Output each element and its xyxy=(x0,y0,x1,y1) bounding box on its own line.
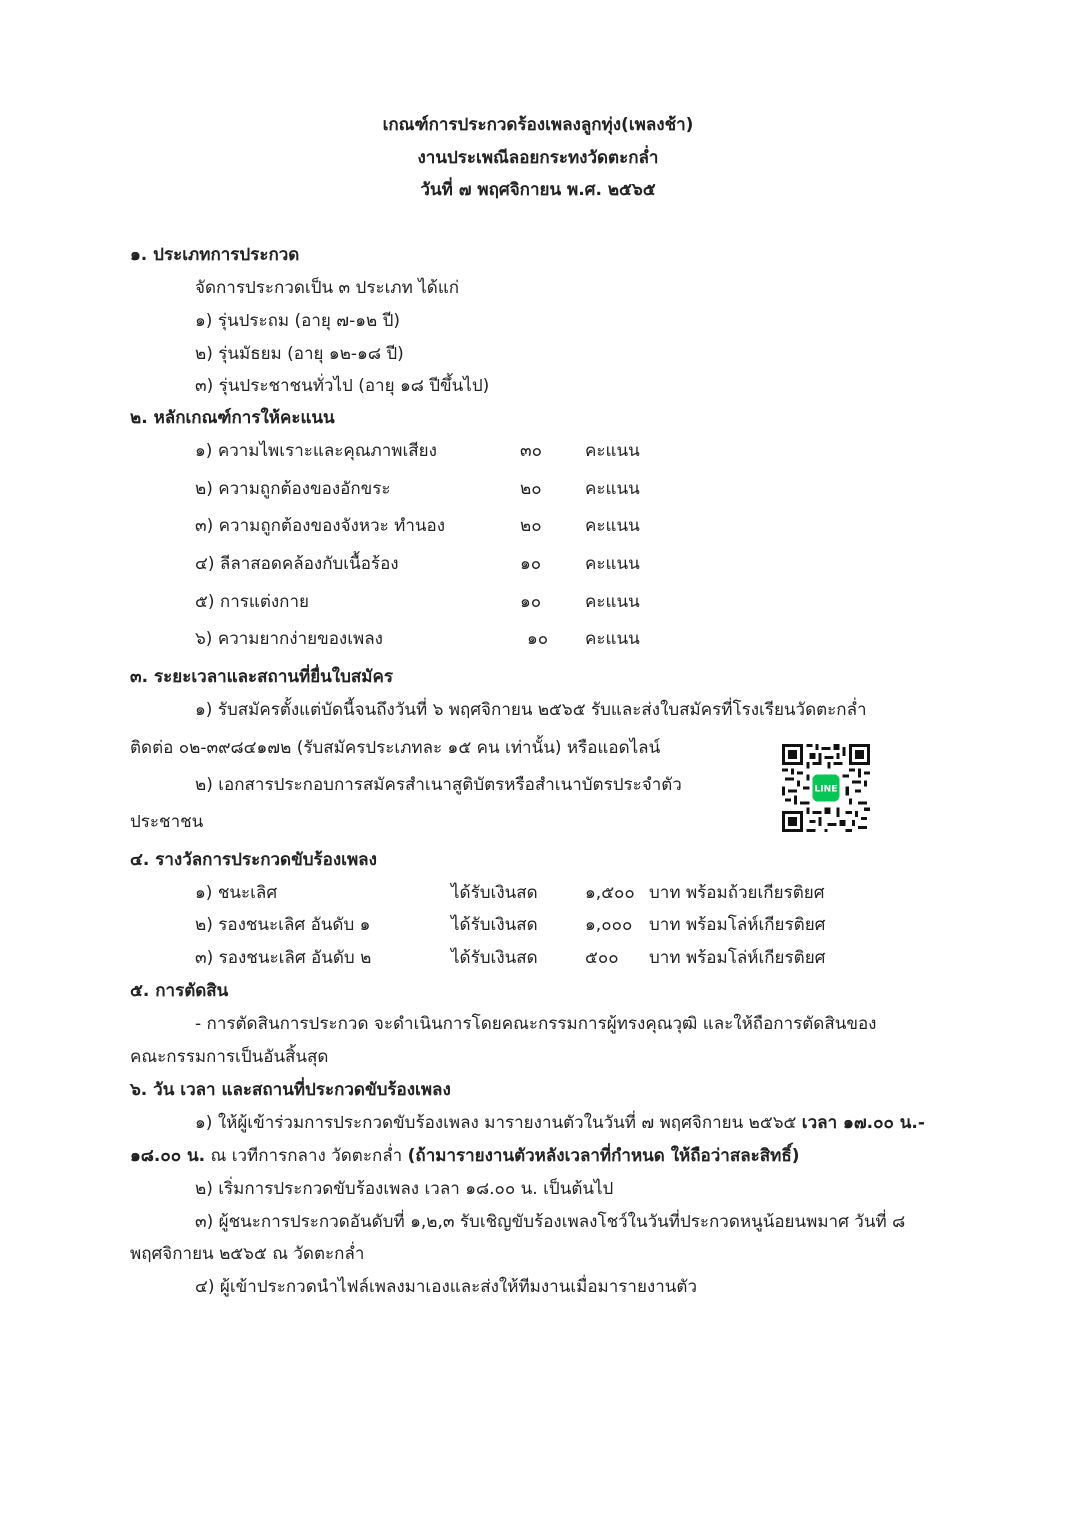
score-criterion: ๑) ความไพเราะและคุณภาพเสียง xyxy=(195,441,437,461)
score-unit: คะแนน xyxy=(585,629,640,649)
score-criterion: ๖) ความยากง่ายของเพลง xyxy=(195,629,383,649)
score-criterion: ๒) ความถูกต้องของอักขระ xyxy=(195,479,391,499)
section-6-para-1-cont xyxy=(130,1142,800,1169)
prize-amount: ๕๐๐ xyxy=(585,948,619,968)
score-criterion: ๓) ความถูกต้องของจังหวะ ทำนอง xyxy=(195,516,446,536)
section-6-para-3: ๓) ผู้ชนะการประกวดอันดับที่ ๑,๒,๓ รับเชิญขับร้องเพลงโชว์ในวันที่ประกวดหนูน้อยนพมาศ วันที่ ๘ xyxy=(195,1212,906,1232)
section-6-para-2: ๒) เริ่มการประกวดขับร้องเพลง เวลา ๑๘.๐๐ น. เป็นต้นไป xyxy=(195,1179,614,1199)
score-value: ๑๐ xyxy=(527,629,549,649)
doc-subtitle-date: วันที่ ๗ พฤศจิกายน พ.ศ. ๒๕๖๕ xyxy=(420,180,656,200)
score-value: ๒๐ xyxy=(520,479,542,499)
score-value: ๒๐ xyxy=(520,516,542,536)
prize-label: ได้รับเงินสด xyxy=(451,915,538,935)
score-value: ๑๐ xyxy=(520,592,542,612)
prize-detail: บาท พร้อมโล่ห์เกียรติยศ xyxy=(649,948,826,968)
section-6-heading: ๖. วัน เวลา และสถานที่ประกวดขับร้องเพลง xyxy=(130,1080,451,1100)
score-criterion: ๕) การแต่งกาย xyxy=(195,592,309,612)
section-1-item: ๒) รุ่นมัธยม (อายุ ๑๒-๑๘ ปี) xyxy=(195,344,404,364)
section-3-para-2-cont: ประชาชน xyxy=(130,812,204,832)
section-5-para: - การตัดสินการประกวด จะดำเนินการโดยคณะกรรมการผู้ทรงคุณวุฒิ และให้ถือการตัดสินของ xyxy=(195,1014,877,1034)
section-4-heading: ๔. รางวัลการประกวดขับร้องเพลง xyxy=(130,850,377,870)
prize-label: ได้รับเงินสด xyxy=(451,948,538,968)
doc-subtitle-event: งานประเพณีลอยกระทงวัดตะกล่ำ xyxy=(417,148,659,168)
section-5-heading: ๕. การตัดสิน xyxy=(130,981,229,1001)
line-qr-code-icon[interactable] xyxy=(782,744,870,832)
line-badge-label: LINE xyxy=(814,784,838,795)
score-value: ๓๐ xyxy=(520,441,542,461)
section-6-para-1-time: เวลา ๑๗.๐๐ น.- xyxy=(801,1113,925,1133)
score-value: ๑๐ xyxy=(520,554,542,574)
section-3-para-1-cont: ติดต่อ ๐๒-๓๙๘๔๑๗๒ (รับสมัครประเภทละ ๑๕ คน เท่านั้น) หรือแอดไลน์ xyxy=(130,738,661,758)
prize-rank: ๓) รองชนะเลิศ อันดับ ๒ xyxy=(195,948,372,968)
section-6-para-1-note: (ถ้ามารายงานตัวหลังเวลาที่กำหนด ให้ถือว่าสละสิทธิ์) xyxy=(407,1146,800,1166)
score-unit: คะแนน xyxy=(585,479,640,499)
score-unit: คะแนน xyxy=(585,516,640,536)
section-3-heading: ๓. ระยะเวลาและสถานที่ยื่นใบสมัคร xyxy=(130,667,393,687)
section-6-para-1-time-end: ๑๘.๐๐ น. xyxy=(130,1146,206,1166)
section-1-item: ๑) รุ่นประถม (อายุ ๗-๑๒ ปี) xyxy=(195,311,401,331)
section-1-item: ๓) รุ่นประชาชนทั่วไป (อายุ ๑๘ ปีขึ้นไป) xyxy=(195,376,490,396)
section-6-para-1-text: ๑) ให้ผู้เข้าร่วมการประกวดขับร้องเพลง มารายงานตัวในวันที่ ๗ พฤศจิกายน ๒๕๖๕ xyxy=(195,1113,802,1133)
prize-rank: ๒) รองชนะเลิศ อันดับ ๑ xyxy=(195,915,371,935)
section-6-para-3-cont: พฤศจิกายน ๒๕๖๕ ณ วัดตะกล่ำ xyxy=(130,1244,365,1264)
doc-title: เกณฑ์การประกวดร้องเพลงลูกทุ่ง(เพลงช้า) xyxy=(382,115,694,135)
section-6-para-1 xyxy=(195,1109,925,1136)
prize-amount: ๑,๐๐๐ xyxy=(585,915,633,935)
section-3-para-2: ๒) เอกสารประกอบการสมัครสำเนาสูติบัตรหรือสำเนาบัตรประจำตัว xyxy=(195,775,682,795)
score-criterion: ๔) ลีลาสอดคล้องกับเนื้อร้อง xyxy=(195,554,399,574)
prize-rank: ๑) ชนะเลิศ xyxy=(195,883,278,903)
section-1-heading: ๑. ประเภทการประกวด xyxy=(130,245,300,265)
section-6-para-4: ๔) ผู้เข้าประกวดนำไฟล์เพลงมาเองและส่งให้ทีมงานเมื่อมารายงานตัว xyxy=(195,1277,697,1297)
prize-label: ได้รับเงินสด xyxy=(451,883,538,903)
prize-detail: บาท พร้อมโล่ห์เกียรติยศ xyxy=(649,915,826,935)
section-1-intro: จัดการประกวดเป็น ๓ ประเภท ได้แก่ xyxy=(195,278,460,298)
section-5-para-cont: คณะกรรมการเป็นอันสิ้นสุด xyxy=(130,1047,329,1067)
section-6-para-1-venue: ณ เวทีการกลาง วัดตะกล่ำ xyxy=(205,1146,408,1166)
prize-detail: บาท พร้อมถ้วยเกียรติยศ xyxy=(649,883,825,903)
score-unit: คะแนน xyxy=(585,592,640,612)
prize-amount: ๑,๕๐๐ xyxy=(585,883,635,903)
score-unit: คะแนน xyxy=(585,441,640,461)
section-3-para-1: ๑) รับสมัครตั้งแต่บัดนี้จนถึงวันที่ ๖ พฤศจิกายน ๒๕๖๕ รับและส่งใบสมัครที่โรงเรียนวัดตะกล่ำ xyxy=(195,700,867,720)
score-unit: คะแนน xyxy=(585,554,640,574)
section-2-heading: ๒. หลักเกณฑ์การให้คะแนน xyxy=(130,408,335,428)
